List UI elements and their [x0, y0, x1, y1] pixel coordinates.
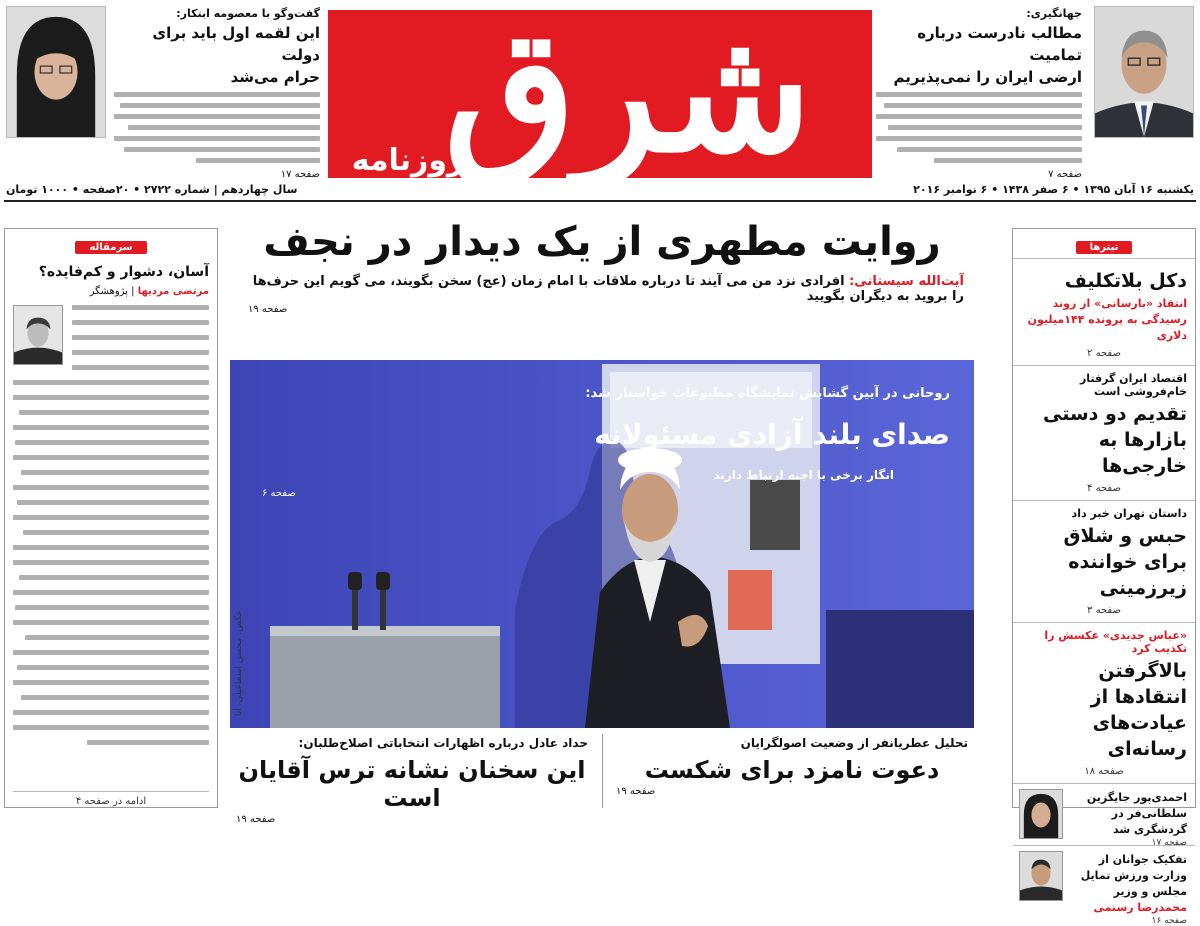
story-title[interactable]: ارضی ایران را نمی‌پذیریم	[893, 68, 1082, 86]
main-headline[interactable]: روایت مطهری از یک دیدار در نجف	[263, 219, 941, 265]
masthead-right-story	[876, 6, 1082, 180]
deck-speaker: آیت‌الله سیستانی:	[849, 274, 964, 289]
sidebar-item-page: صفحه ۴	[1087, 483, 1121, 494]
sidebar-item-subline: انتقاد «بارسانی» از روند رسیدگی به پرونده ۱۴۴میلیون دلاری	[1027, 297, 1187, 342]
dateline-bar	[0, 181, 1200, 199]
sidebar-item[interactable]	[1013, 501, 1195, 623]
story-page: صفحه ۷	[1048, 169, 1082, 180]
main-story-area	[226, 212, 978, 825]
editorial-body	[13, 305, 209, 710]
bottom-separator	[602, 734, 603, 808]
mini-photo	[1019, 789, 1063, 839]
author-photo	[13, 305, 63, 365]
sidebar-mini-item[interactable]	[1013, 784, 1195, 846]
newspaper-logo	[328, 0, 872, 191]
bottom-story-left	[226, 732, 598, 825]
logo-word: شرق	[443, 0, 813, 191]
story-title[interactable]: مطالب نادرست درباره تمامیت	[917, 24, 1082, 64]
sidebar-item[interactable]	[1013, 366, 1195, 501]
sidebar-item-page: صفحه ۲	[1087, 348, 1121, 359]
sidebar-item-page: صفحه ۳	[1087, 605, 1121, 616]
editorial-author: مرتضی مردیها | پژوهشگر	[89, 286, 209, 297]
main-photo[interactable]	[230, 360, 974, 728]
mini-name: محمدرضا رستمی	[1093, 901, 1187, 914]
bottom-page: صفحه ۱۹	[616, 786, 656, 797]
mini-title: تفکیک جوانان از وزارت ورزش تمایل مجلس و وزیر	[1080, 853, 1187, 898]
masthead	[0, 0, 1200, 200]
mini-page: صفحه ۱۶	[1151, 916, 1187, 926]
sidebar-item-headline: بالاگرفتن انتقادها از عیادت‌های رسانه‌ای	[1090, 660, 1187, 760]
mini-photo	[1019, 851, 1063, 901]
sidebar-item-kicker: «عباس جدیدی» عکسش را تکذیب کرد	[1044, 629, 1187, 655]
story-title[interactable]: این لقمه اول باید برای دولت	[152, 24, 320, 64]
masthead-divider	[4, 200, 1196, 202]
issue-info: سال چهاردهم | شماره ۲۷۲۲ • ۲۰صفحه • ۱۰۰۰ تومان	[6, 183, 298, 196]
mini-page: صفحه ۱۷	[1151, 838, 1187, 848]
editorial-tag: سرمقاله	[75, 241, 146, 254]
story-text-lines	[114, 92, 320, 163]
sidebar-tag: تیترها	[1076, 241, 1133, 254]
bottom-headline[interactable]: دعوت نامزد برای شکست	[644, 756, 940, 784]
editorial-text-lines	[13, 305, 209, 755]
mini-title: احمدی‌پور جایگزین سلطانی‌فر در گردشگری شد	[1086, 791, 1187, 836]
sidebar-item-headline: دکل بلاتکلیف	[1064, 270, 1187, 292]
bottom-story-right	[606, 732, 978, 812]
story-kicker: جهانگیری:	[1026, 7, 1082, 20]
bottom-headline[interactable]: این سخنان نشانه ترس آقایان است	[238, 756, 586, 812]
deck-text: افرادی نزد من می آیند تا درباره ملاقات با امام زمان (عج) سخن بگویند، می گویم این حرف‌ها را بروید به دیگران بگویید	[252, 274, 964, 304]
photo-kicker: روحانی در آیین گشایش نمایشگاه مطبوعات خواستار شد:	[585, 386, 950, 401]
author-name: مرتضی مردیها	[137, 286, 209, 297]
jahangiri-portrait	[1094, 6, 1194, 138]
editorial-column	[4, 228, 218, 808]
deck-page: صفحه ۱۹	[248, 304, 288, 315]
photo-page: صفحه ۶	[262, 488, 296, 499]
photo-credit: عکس: محسن اسماعیلی، آنا	[234, 610, 244, 717]
bottom-page: صفحه ۱۹	[236, 814, 276, 825]
story-text-lines	[876, 92, 1082, 163]
story-title[interactable]: حرام می‌شد	[230, 68, 320, 86]
sidebar-mini-item[interactable]	[1013, 846, 1195, 926]
sidebar-item-page: صفحه ۱۸	[1084, 766, 1124, 777]
sidebar-item[interactable]	[1013, 623, 1195, 784]
editorial-continued[interactable]: ادامه در صفحه ۴	[13, 791, 209, 807]
editorial-title[interactable]: آسان، دشوار و کم‌فایده؟	[38, 264, 209, 280]
sidebar-item[interactable]	[1013, 259, 1195, 366]
story-page: صفحه ۱۷	[280, 169, 320, 180]
sidebar-item-kicker: اقتصاد ایران گرفتار خام‌فروشی است	[1079, 372, 1187, 398]
photo-title[interactable]: صدای بلند آزادی مسئولانه	[594, 418, 950, 451]
bottom-kicker: حداد عادل درباره اظهارات انتخاباتی اصلاح‌طلبان:	[298, 736, 588, 750]
publication-date: یکشنبه ۱۶ آبان ۱۳۹۵ • ۶ صفر ۱۴۳۸ • ۶ نوامبر ۲۰۱۶	[913, 183, 1194, 196]
ebtekar-portrait	[6, 6, 106, 138]
sidebar-item-kicker: داستان تهران خبر داد	[1071, 507, 1187, 520]
main-deck	[240, 274, 964, 304]
sidebar-item-headline: تقدیم دو دستی بازارها به خارجی‌ها	[1042, 403, 1187, 477]
photo-subtitle: انگار برخی با اجنه ارتباط دارند	[713, 468, 894, 482]
headlines-sidebar	[1012, 228, 1196, 926]
sidebar-item-headline: حبس و شلاق برای خواننده زیرزمینی	[1063, 525, 1187, 599]
story-kicker: گفت‌و‌گو با معصومه ابتکار:	[176, 7, 320, 20]
author-role: پژوهشگر	[89, 286, 128, 297]
masthead-left-story	[114, 6, 320, 180]
bottom-kicker: تحلیل عطریانفر از وضعیت اصولگرایان	[740, 736, 968, 750]
logo-prefix: روزنامه	[351, 143, 465, 178]
